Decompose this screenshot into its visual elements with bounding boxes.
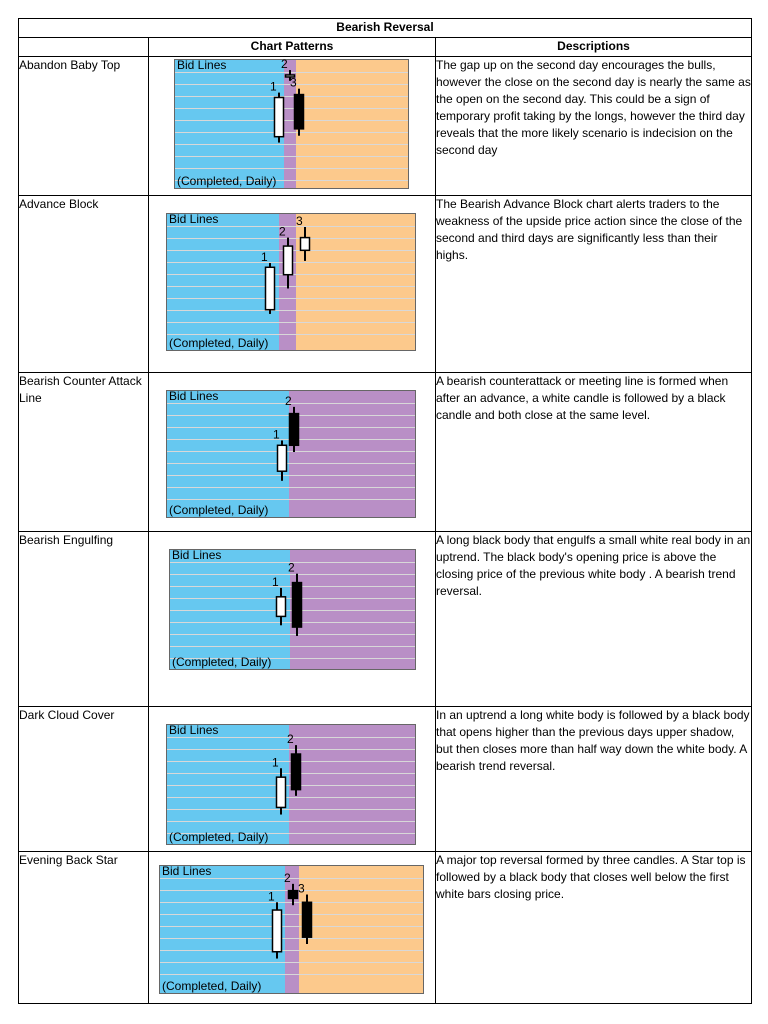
candle-body: [278, 445, 287, 471]
candle-label: 1: [272, 755, 279, 770]
pattern-chart-cell: [149, 852, 436, 1004]
candlestick-chart: [166, 390, 416, 518]
bearish-reversal-table: [18, 18, 752, 1004]
blue-zone: [169, 549, 290, 670]
candle-label: 3: [290, 75, 297, 90]
candle-body: [290, 414, 299, 446]
candle-label: 2: [279, 224, 286, 239]
pattern-description: A bearish counterattack or meeting line is formed when after an advance, a white candle is followed by a black candle and both close at the same level.: [436, 373, 752, 532]
candlestick-chart: [174, 59, 409, 189]
table-row: [19, 196, 752, 373]
table-row: [19, 852, 752, 1004]
table-title: Bearish Reversal: [19, 19, 752, 38]
chart-footer-label: (Completed, Daily): [169, 336, 269, 350]
pattern-description: A long black body that engulfs a small white real body in an uptrend. The black body's opening price is above the closing price of the previous white body . A bearish trend reversal.: [436, 532, 752, 707]
candle-label: 1: [268, 889, 275, 904]
chart-header-label: Bid Lines: [169, 213, 219, 226]
pattern-chart-cell: [149, 532, 436, 707]
candlestick-chart: [166, 213, 416, 351]
chart-header-label: Bid Lines: [169, 724, 219, 737]
descriptions-header: Descriptions: [436, 38, 752, 57]
candlestick-chart: [166, 724, 416, 845]
candle-body: [295, 95, 304, 129]
orange-zone: [296, 59, 409, 189]
pattern-chart-cell: [149, 373, 436, 532]
candle-label: 3: [296, 214, 303, 228]
table-row: [19, 373, 752, 532]
candlestick-chart: [159, 865, 424, 994]
candle-body: [292, 754, 301, 790]
candle-label: 1: [273, 427, 280, 442]
candle-body: [303, 902, 312, 937]
pattern-chart-cell: [149, 707, 436, 852]
chart-footer-label: (Completed, Daily): [169, 830, 269, 844]
blue-zone: [174, 59, 284, 189]
purple-zone: [290, 549, 416, 670]
chart-header-label: Bid Lines: [172, 549, 222, 562]
pattern-chart-cell: [149, 196, 436, 373]
chart-footer-label: (Completed, Daily): [162, 979, 262, 993]
chart-header-label: Bid Lines: [162, 865, 212, 878]
candle-body: [293, 583, 302, 628]
candle-label: 1: [270, 79, 277, 94]
orange-zone: [296, 213, 416, 351]
pattern-name: Dark Cloud Cover: [19, 707, 149, 852]
chart-header-label: Bid Lines: [177, 59, 227, 72]
blue-zone: [166, 213, 279, 351]
blue-zone: [166, 724, 289, 845]
pattern-name: Bearish Counter Attack Line: [19, 373, 149, 532]
chart-footer-label: (Completed, Daily): [172, 655, 272, 669]
chart-patterns-header: Chart Patterns: [149, 38, 436, 57]
table-row: [19, 532, 752, 707]
candle-body: [266, 267, 275, 309]
chart-header-label: Bid Lines: [169, 390, 219, 403]
pattern-description: The Bearish Advance Block chart alerts traders to the weakness of the upside price action since the close of the second and third days are significantly less than their highs.: [436, 196, 752, 373]
candle-label: 2: [287, 732, 294, 747]
candle-label: 2: [281, 59, 288, 72]
candle-body: [289, 891, 298, 899]
candle-label: 2: [285, 393, 292, 408]
candle-body: [277, 777, 286, 807]
pattern-description: A major top reversal formed by three candles. A Star top is followed by a black body that closes well below the first white bars closing price.: [436, 852, 752, 1004]
table-row: [19, 57, 752, 196]
candle-label: 2: [284, 870, 291, 885]
pattern-name: Advance Block: [19, 196, 149, 373]
candle-body: [301, 238, 310, 251]
pattern-name: Evening Back Star: [19, 852, 149, 1004]
candle-body: [273, 910, 282, 952]
chart-footer-label: (Completed, Daily): [177, 174, 277, 188]
blue-zone: [166, 390, 289, 518]
candle-body: [284, 246, 293, 275]
candle-label: 1: [261, 250, 268, 265]
purple-zone: [289, 390, 416, 518]
blank-header-cell: [19, 38, 149, 57]
pattern-name: Abandon Baby Top: [19, 57, 149, 196]
pattern-description: In an uptrend a long white body is followed by a black body that opens higher than the previous days upper shadow, but then closes more than half way down the white body. A bearish trend reversal.: [436, 707, 752, 852]
pattern-name: Bearish Engulfing: [19, 532, 149, 707]
candle-body: [277, 597, 286, 617]
chart-footer-label: (Completed, Daily): [169, 503, 269, 517]
table-row: [19, 707, 752, 852]
candle-label: 3: [298, 881, 305, 896]
candle-body: [275, 98, 284, 137]
candle-label: 2: [288, 560, 295, 575]
candle-label: 1: [272, 574, 279, 589]
pattern-description: The gap up on the second day encourages the bulls, however the close on the second day is nearly the same as the open on the second day. This could be a sign of temporary profit taking by the longs, however the third day reveals that the more likely scenario is indecision on the second day: [436, 57, 752, 196]
candlestick-chart: [169, 549, 416, 670]
pattern-chart-cell: [149, 57, 436, 196]
purple-zone: [289, 724, 416, 845]
